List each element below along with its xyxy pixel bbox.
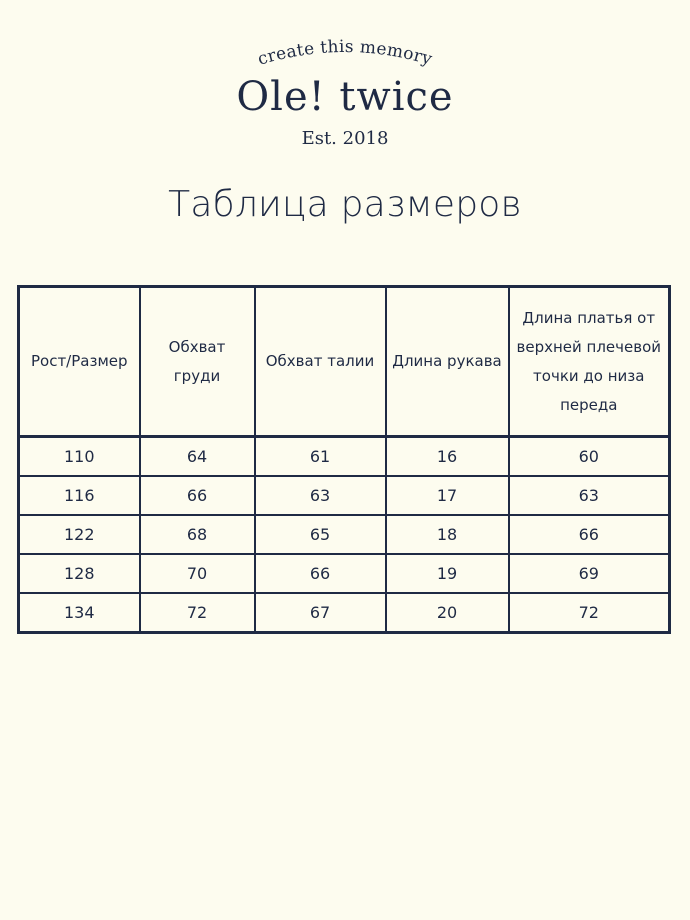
- table-cell: 63: [255, 476, 386, 515]
- table-cell: 110: [19, 437, 140, 477]
- table-cell: 67: [255, 593, 386, 633]
- table-cell: 68: [140, 515, 255, 554]
- table-row: [19, 476, 670, 515]
- table-cell: 19: [386, 554, 509, 593]
- table-row: [19, 593, 670, 633]
- table-cell: 70: [140, 554, 255, 593]
- header-cell-size: Рост/Размер: [19, 287, 140, 437]
- table-cell: 66: [509, 515, 670, 554]
- table-cell: 66: [140, 476, 255, 515]
- table-cell: 18: [386, 515, 509, 554]
- header-cell-chest: Обхват груди: [140, 287, 255, 437]
- header-cell-waist: Обхват талии: [255, 287, 386, 437]
- table-cell: 72: [140, 593, 255, 633]
- table-cell: 60: [509, 437, 670, 477]
- table-cell: 17: [386, 476, 509, 515]
- table-row: [19, 515, 670, 554]
- table-row: [19, 554, 670, 593]
- brand-logo: [0, 0, 690, 160]
- page-title: Таблица размеров: [168, 184, 522, 225]
- table-cell: 16: [386, 437, 509, 477]
- header-cell-dress-length: Длина платья от верхней плечевой точки до низа переда: [509, 287, 670, 437]
- header-cell-sleeve: Длина рукава: [386, 287, 509, 437]
- table-cell: 63: [509, 476, 670, 515]
- table-row: [19, 437, 670, 477]
- table-cell: 69: [509, 554, 670, 593]
- table-cell: 65: [255, 515, 386, 554]
- table-header-row: [19, 287, 670, 437]
- brand-tagline: create this memory: [255, 36, 435, 70]
- table-cell: 128: [19, 554, 140, 593]
- table-cell: 122: [19, 515, 140, 554]
- table-cell: 116: [19, 476, 140, 515]
- size-table: [17, 285, 671, 634]
- table-cell: 20: [386, 593, 509, 633]
- table-cell: 72: [509, 593, 670, 633]
- table-cell: 66: [255, 554, 386, 593]
- table-cell: 134: [19, 593, 140, 633]
- table-cell: 61: [255, 437, 386, 477]
- brand-established: Est. 2018: [301, 128, 389, 149]
- brand-name: Ole! twice: [236, 74, 454, 120]
- brand-tagline-arc: [0, 30, 690, 80]
- table-cell: 64: [140, 437, 255, 477]
